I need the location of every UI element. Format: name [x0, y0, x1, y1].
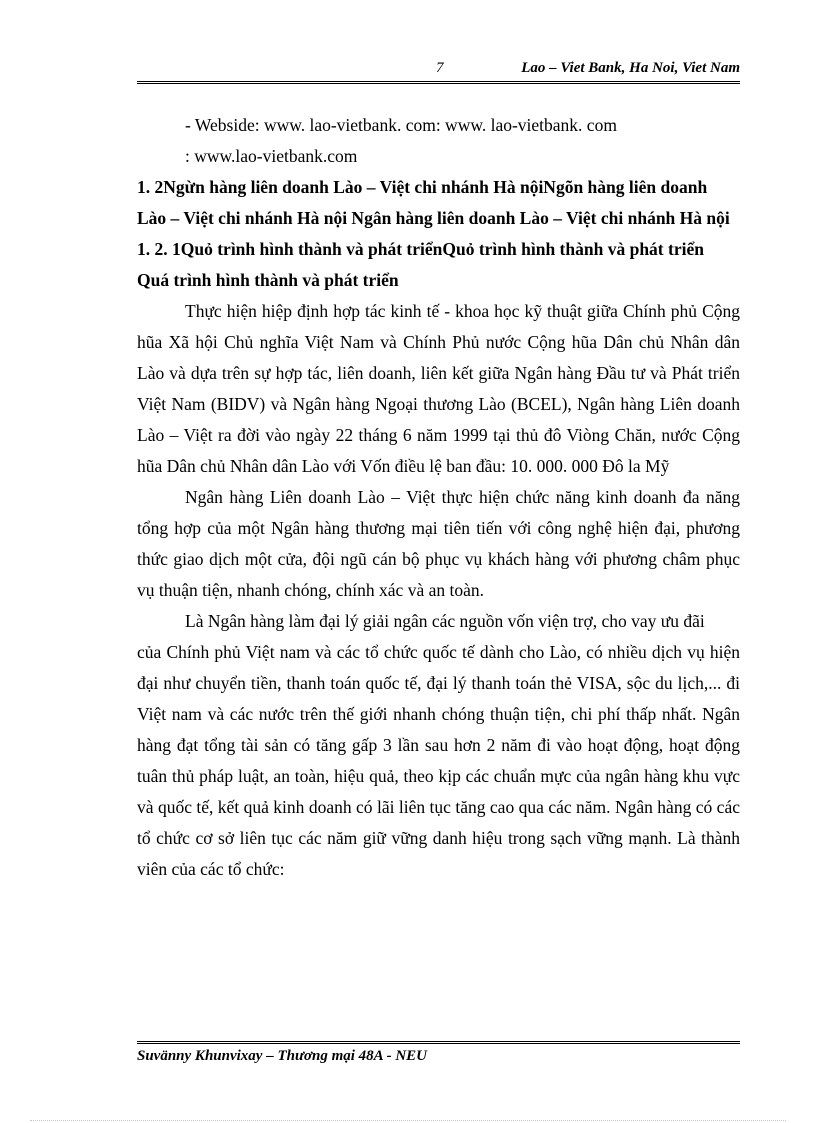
website-line-1: - Webside: www. lao-vietbank. com: www. lao-vietbank. com — [185, 115, 617, 135]
header-title: Lao – Viet Bank, Ha Noi, Viet Nam — [521, 60, 740, 76]
footer-rule — [137, 1041, 740, 1044]
page-number: 7 — [436, 60, 444, 76]
page-footer: Suvänny Khunvixay – Thương mại 48A - NEU — [137, 1048, 428, 1064]
paragraph-2: Ngân hàng Liên doanh Lào – Việt thực hiện chức năng kinh doanh đa năng tổng hợp của một Ngân hàng thương mại tiên tiến với công nghệ hiện đại, phương thức giao dịch một cửa, đội ngũ cán bộ phục vụ khách hàng với phương châm phục vụ thuận tiện, nhanh chóng, chính xác và an toàn. — [137, 487, 740, 600]
paragraph-1: Thực hiện hiệp định hợp tác kinh tế - khoa học kỹ thuật giữa Chính phủ Cộng hũa Xã hội Chủ nghĩa Việt Nam và Chính Phủ nước Cộng hũa Dân chủ Nhân dân Lào và dựa trên sự hợp tác, liên doanh, liên kết giữa Ngân hàng Đầu tư và Phát triển Việt Nam (BIDV) và Ngân hàng Ngoại thương Lào (BCEL), Ngân hàng Liên doanh Lào – Việt ra đời vào ngày 22 tháng 6 năm 1999 tại thủ đô Viòng Chăn, nước Cộng hũa Dân chủ Nhân dân Lào với Vốn điều lệ ban đầu: 10. 000. 000 Đô la Mỹ — [137, 301, 740, 476]
header-rule — [137, 81, 740, 84]
document-body — [137, 110, 740, 885]
section-heading-1-2-1: 1. 2. 1Quỏ trình hình thành và phát triểnQuỏ trình hình thành và phát triển Quá trình hình thành và phát triển — [137, 239, 704, 290]
section-heading-1-2: 1. 2Ngừn hàng liên doanh Lào – Việt chi nhánh Hà nộiNgõn hàng liên doanh Lào – Việt chi nhánh Hà nội Ngân hàng liên doanh Lào – Việt chi nhánh Hà nội — [137, 177, 730, 228]
page-edge-divider — [30, 1120, 786, 1121]
website-line-2: : www.lao-vietbank.com — [185, 146, 358, 166]
paragraph-3a: Là Ngân hàng làm đại lý giải ngân các nguồn vốn viện trợ, cho vay ưu đãi — [185, 611, 705, 631]
page-header — [137, 58, 740, 82]
paragraph-3b: của Chính phủ Việt nam và các tổ chức quốc tế dành cho Lào, có nhiều dịch vụ hiện đại như chuyển tiền, thanh toán quốc tế, đại lý thanh toán thẻ VISA, sộc du lịch,... đi Việt nam và các nước trên thế giới nhanh chóng thuận tiện, chi phí thấp nhất. Ngân hàng đạt tổng tài sản có tăng gấp 3 lần sau hơn 2 năm đi vào hoạt động, hoạt động tuân thủ pháp luật, an toàn, hiệu quả, theo kịp các chuẩn mực của ngân hàng khu vực và quốc tế, kết quả kinh doanh có lãi liên tục tăng cao qua các năm. Ngân hàng có các tổ chức cơ sở liên tục các năm giữ vững danh hiệu trong sạch vững mạnh. Là thành viên của các tổ chức: — [137, 642, 740, 879]
